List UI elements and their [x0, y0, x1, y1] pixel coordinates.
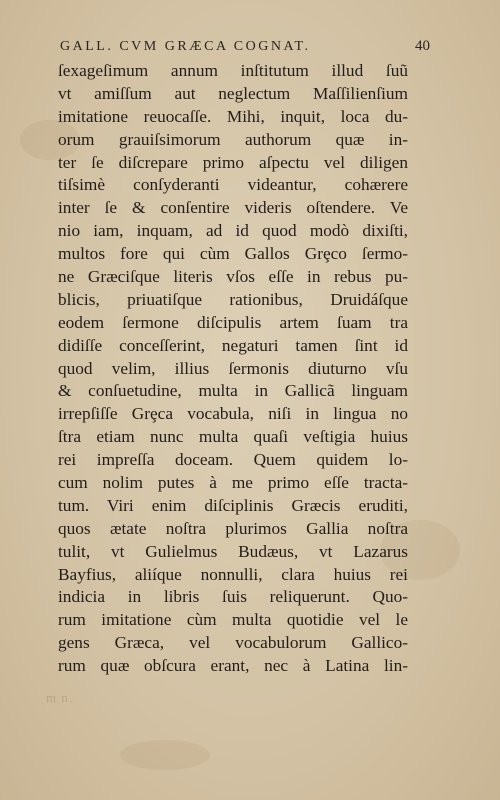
text-line: orum grauiſsimorum authorum quæ in-	[58, 129, 408, 149]
text-line: quos ætate noſtra plurimos Gallia noſtra	[58, 518, 408, 538]
text-line: rei impreſſa doceam. Quem quidem lo-	[58, 450, 408, 470]
text-line: blicis, priuatiſque rationibus, Druidáſque	[58, 289, 408, 309]
text-line: didiſſe conceſſerint, negaturi tamen ſint id	[58, 335, 408, 355]
text-line: multos fore qui cùm Gallos Grȩco ſermo-	[58, 244, 408, 264]
page-number: 40	[415, 38, 430, 54]
text-line: nio iam, inquam, ad id quod modò dixiſti,	[58, 221, 408, 241]
text-line: tulit, vt Gulielmus Budæus, vt Lazarus	[58, 541, 408, 561]
text-line: Bayfius, aliíque nonnulli, clara huius rei	[58, 564, 408, 584]
text-line: inter ſe & conſentire videris oſtendere. Ve	[58, 198, 408, 218]
text-line: irrepſiſſe Grȩca vocabula, niſi in lingua no	[58, 404, 408, 424]
running-title: GALL. CVM GRÆCA COGNAT.	[60, 39, 311, 54]
text-line: rum imitatione cùm multa quotidie vel le	[58, 610, 408, 630]
text-line: gens Græca, vel vocabulorum Gallico-	[58, 633, 408, 653]
text-line: tiſsimè conſyderanti videantur, cohærere	[58, 175, 408, 195]
text-line: ſexageſimum annum inſtitutum illud ſuũ	[58, 61, 408, 80]
text-line: tum. Viri enim diſciplinis Græcis eruditi,	[58, 495, 408, 515]
text-line: quod velim, illius ſermonis diuturno vſu	[58, 358, 408, 378]
text-line: rum quæ obſcura erant, nec à Latina lin-	[58, 656, 408, 676]
running-head	[60, 38, 430, 58]
text-line: eodem ſermone diſcipulis artem ſuam tra	[58, 312, 408, 332]
body-text	[58, 60, 408, 678]
text-line: imitatione reuocaſſe. Mihi, inquit, loca du-	[58, 106, 408, 126]
paper-stain	[120, 740, 210, 770]
text-line: ter ſe diſcrepare primo aſpectu vel diligen	[58, 152, 408, 172]
text-line: cum nolim putes à me primo eſſe tracta-	[58, 473, 408, 493]
text-line: indicia in libris ſuis reliquerunt. Quo-	[58, 587, 408, 607]
text-line: ne Græciſque literis vſos eſſe in rebus pu-	[58, 267, 408, 287]
signature-mark: m n.	[46, 690, 74, 705]
text-line: ſtra etiam nunc multa quaſi veſtigia huius	[58, 427, 408, 447]
text-line: vt amiſſum aut neglectum Maſſilienſium	[58, 83, 408, 103]
text-line: & conſuetudine, multa in Gallicã linguam	[58, 381, 408, 401]
